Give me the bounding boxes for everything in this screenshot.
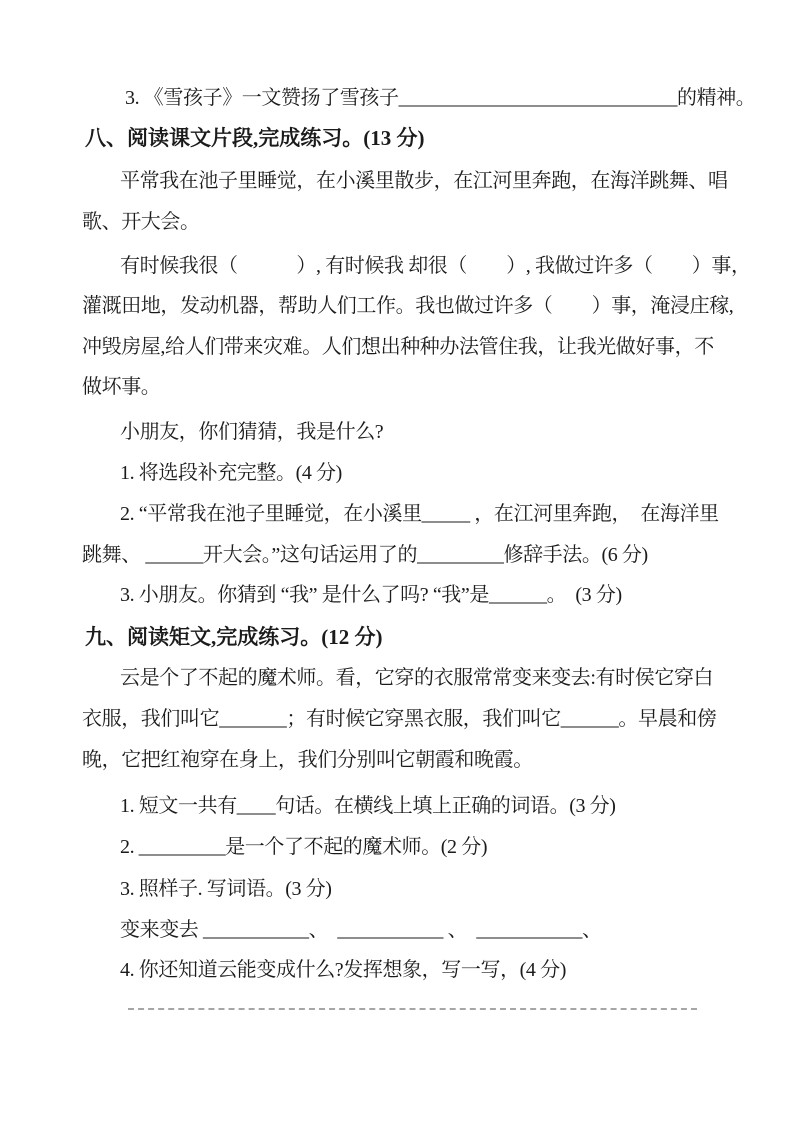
- section-nine-question-4: 4. 你还知道云能变成什么?发挥想象，写一写，(4 分): [120, 959, 566, 981]
- section-nine-question-1: 1. 短文一共有____句话。在横线上填上正确的词语。(3 分): [120, 795, 616, 817]
- section-nine-question-3-blanks: 变来变去 ___________、 ___________ 、 ___________、: [120, 919, 602, 941]
- section-eight-question-2-continued: 跳舞、 ______开大会。”这句话运用了的_________修辞手法。(6 分): [82, 544, 648, 566]
- passage-line: 冲毁房屋,给人们带来灾难。人们想出种种办法管住我，让我光做好事，不: [82, 336, 714, 358]
- passage-line: 歌、开大会。: [82, 211, 200, 233]
- passage-line: 云是个了不起的魔术师。看，它穿的衣服常常变来变去:有时侯它穿白: [120, 667, 714, 689]
- intro-question-3: 3. 《雪孩子》一文赞扬了雪孩子_____________________________的精神。: [125, 87, 756, 109]
- passage-line: 有时候我很（ ）, 有时候我 却很（ ）, 我做过许多（ ）事，: [120, 255, 751, 277]
- section-eight-question-3: 3. 小朋友。你猜到 “我” 是什么了吗? “我”是______。 (3 分): [120, 584, 622, 606]
- section-nine-question-2: 2. _________是一个了不起的魔术师。(2 分): [120, 836, 488, 858]
- section-nine-heading: 九、阅读矩文,完成练习。(12 分): [85, 625, 383, 649]
- passage-line: 衣服，我们叫它_______；有时候它穿黑衣服，我们叫它______。早晨和傍: [82, 708, 717, 730]
- section-eight-heading: 八、阅读课文片段,完成练习。(13 分): [85, 126, 425, 150]
- passage-line: 小朋友，你们猜猜，我是什么?: [120, 421, 384, 443]
- dashed-divider: [128, 1008, 697, 1010]
- section-eight-question-1: 1. 将选段补充完整。(4 分): [120, 462, 342, 484]
- section-eight-question-2: 2. “平常我在池子里睡觉，在小溪里_____ ，在江河里奔跑， 在海洋里: [120, 503, 719, 525]
- passage-line: 灌溉田地，发动机器，帮助人们工作。我也做过许多（ ）事，淹浸庄稼,: [82, 295, 734, 317]
- section-nine-question-3: 3. 照样子. 写词语。(3 分): [120, 878, 332, 900]
- passage-line: 做坏事。: [82, 376, 161, 398]
- passage-line: 晚，它把红袍穿在身上，我们分别叫它朝霞和晚霞。: [82, 749, 533, 771]
- passage-line: 平常我在池子里睡觉，在小溪里散步，在江河里奔跑，在海洋跳舞、唱: [120, 170, 728, 192]
